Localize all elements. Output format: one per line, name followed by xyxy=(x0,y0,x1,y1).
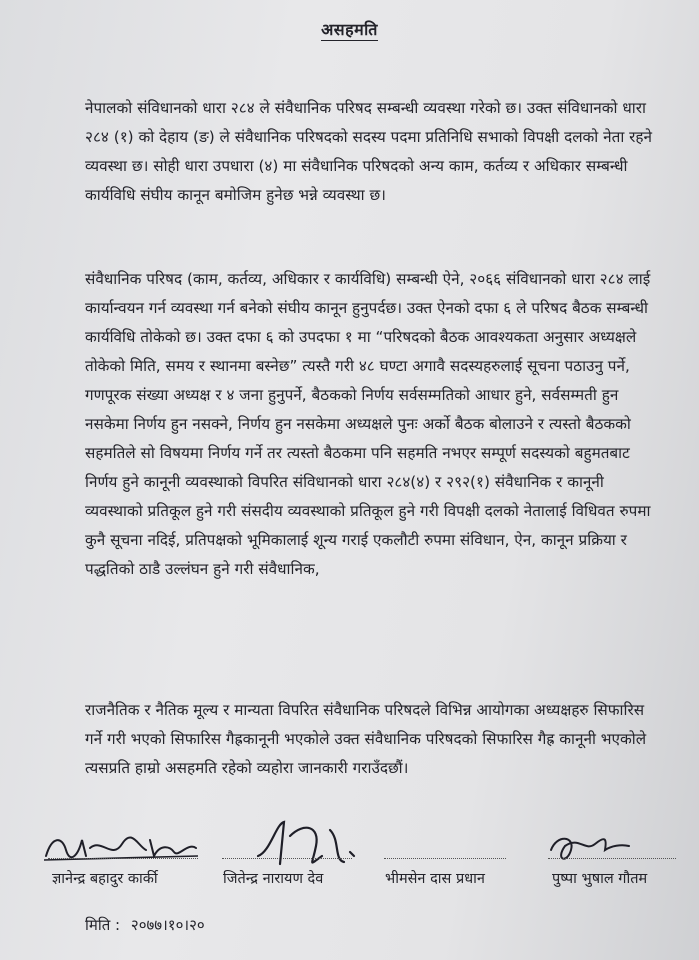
signatory-name: पुष्पा भुषाल गौतम xyxy=(552,871,648,887)
date-value: २०७७।१०।२० xyxy=(130,916,205,934)
paragraph-dissent-statement: राजनैतिक र नैतिक मूल्य र मान्यता विपरित संवैधानिक परिषदले विभिन्न आयोगका अध्यक्षहरु सिफारिस गर्ने गरी भएको सिफारिस गैह्रकानूनी भएकोले उक्त संवैधानिक परिषदको सिफारिस गैह्र कानूनी भएकोले त्यसप्रति हाम्रो असहमति रहेको व्यहोरा जानकारी गराउँदछौं। xyxy=(85,701,647,777)
signatories-row xyxy=(40,868,680,898)
signature-line-3 xyxy=(384,858,506,859)
signatory-name: भीमसेन दास प्रधान xyxy=(385,871,485,887)
date-label: मिति : xyxy=(85,916,121,934)
signatory-name: ज्ञानेन्द्र बहादुर कार्की xyxy=(52,871,158,887)
date-line xyxy=(85,915,205,935)
paragraph-constitution-provision: नेपालको संविधानको धारा २८४ ले संवैधानिक परिषद सम्बन्धी व्यवस्था गरेको छ। उक्त संविधानको धारा २८४ (१) को देहाय (ङ) ले संवैधानिक परिषदको सदस्य पदमा प्रतिनिधि सभाको विपक्षी दलको नेता रहने व्यवस्था छ। सोही धारा उपधारा (४) मा संवैधानिक परिषदको अन्य काम, कर्तव्य र अधिकार सम्बन्धी कार्यविधि संघीय कानून बमोजिम हुनेछ भन्ने व्यवस्था छ। xyxy=(85,99,653,204)
signature-line-4 xyxy=(548,858,676,859)
signature-mark-1 xyxy=(42,826,202,866)
signature-line-1 xyxy=(48,858,198,859)
signatory-name: जितेन्द्र नारायण देव xyxy=(223,871,324,887)
document-title: असहमति xyxy=(321,20,378,39)
paragraph-council-procedure: संवैधानिक परिषद (काम, कर्तव्य, अधिकार र कार्यविधि) सम्बन्धी ऐने, २०६६ संविधानको धारा २८४ लाई कार्यान्वयन गर्न व्यवस्था गर्न बनेको संघीय कानून हुनुपर्दछ। उक्त ऐनको दफा ६ ले परिषद बैठक सम्बन्धी कार्यविधि तोकेको छ। उक्त दफा ६ को उपदफा १ मा “परिषदको बैठक आवश्यकता अनुसार अध्यक्षले तोकेको मिति, समय र स्थानमा बस्नेछ” त्यस्तै गरी ४८ घण्टा अगावै सदस्यहरुलाई सूचना पठाउनु पर्ने, गणपूरक संख्या अध्यक्ष र ४ जना हुनुपर्ने, बैठकको निर्णय सर्वसम्मतिको आधार हुने, सर्वसम्मती हुन नसकेमा निर्णय हुन नसक्ने, निर्णय हुन नसकेमा अध्यक्षले पुनः अर्को बैठक बोलाउने र त्यस्तो बैठकको सहमतिले सो विषयमा निर्णय गर्ने तर त्यस्तो बैठकमा पनि सहमति नभएर सम्पूर्ण सदस्यको बहुमतबाट निर्णय हुने कानूनी व्यवस्थाको विपरित संविधानको धारा २८४(४) र २९२(१) संवैधानिक र कानूनी व्यवस्थाको प्रतिकूल हुने गरी संसदीय व्यवस्थाको प्रतिकूल हुने गरी विपक्षी दलको नेतालाई विधिवत रुपमा कुनै सूचना नदिई, प्रतिपक्षको भूमिकालाई शून्य गराई एकलौटी रुपमा संविधान, ऐन, कानून प्रक्रिया र पद्धतिको ठाडै उल्लंघन हुने गरी संवैधानिक, xyxy=(85,270,651,578)
signature-line-2 xyxy=(222,858,352,859)
signature-mark-2 xyxy=(250,816,360,872)
